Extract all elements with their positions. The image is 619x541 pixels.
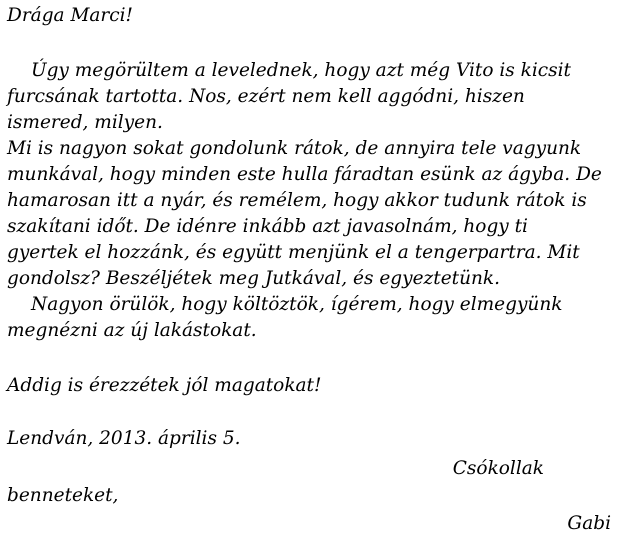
paragraph1-line-2: furcsának tartotta. Nos, ezért nem kell aggódni, hiszen (7, 86, 525, 107)
place-and-date: Lendván, 2013. április 5. (7, 428, 241, 449)
paragraph2-line-1: Mi is nagyon sokat gondolunk rátok, de annyira tele vagyunk (7, 138, 582, 159)
paragraph3-line-1: Nagyon örülök, hogy költöztök, ígérem, hogy elmegyünk (31, 294, 563, 315)
paragraph2-line-2: munkával, hogy minden este hulla fáradtan esünk az ágyba. De (7, 164, 602, 185)
paragraph2-line-5: gyertek el hozzánk, és együtt menjünk el a tengerpartra. Mit (7, 242, 580, 263)
paragraph1-line-3: ismered, milyen. (7, 112, 163, 133)
signature: Gabi (567, 513, 611, 534)
paragraph1-line-1: Úgy megörültem a levelednek, hogy azt még Vito is kicsit (31, 60, 571, 81)
letter-wish: Addig is érezzétek jól magatokat! (7, 375, 322, 396)
closing-line-1: Csókollak (452, 458, 544, 479)
paragraph2-line-4: szakítani időt. De idénre inkább azt javasolnám, hogy ti (7, 216, 528, 237)
letter-salutation: Drága Marci! (7, 5, 133, 26)
paragraph2-line-3: hamarosan itt a nyár, és remélem, hogy akkor tudunk rátok is (7, 190, 587, 211)
paragraph2-line-6: gondolsz? Beszéljétek meg Jutkával, és egyeztetünk. (7, 268, 501, 289)
closing-line-2: benneteket, (7, 485, 119, 506)
paragraph3-line-2: megnézni az új lakástokat. (7, 320, 257, 341)
